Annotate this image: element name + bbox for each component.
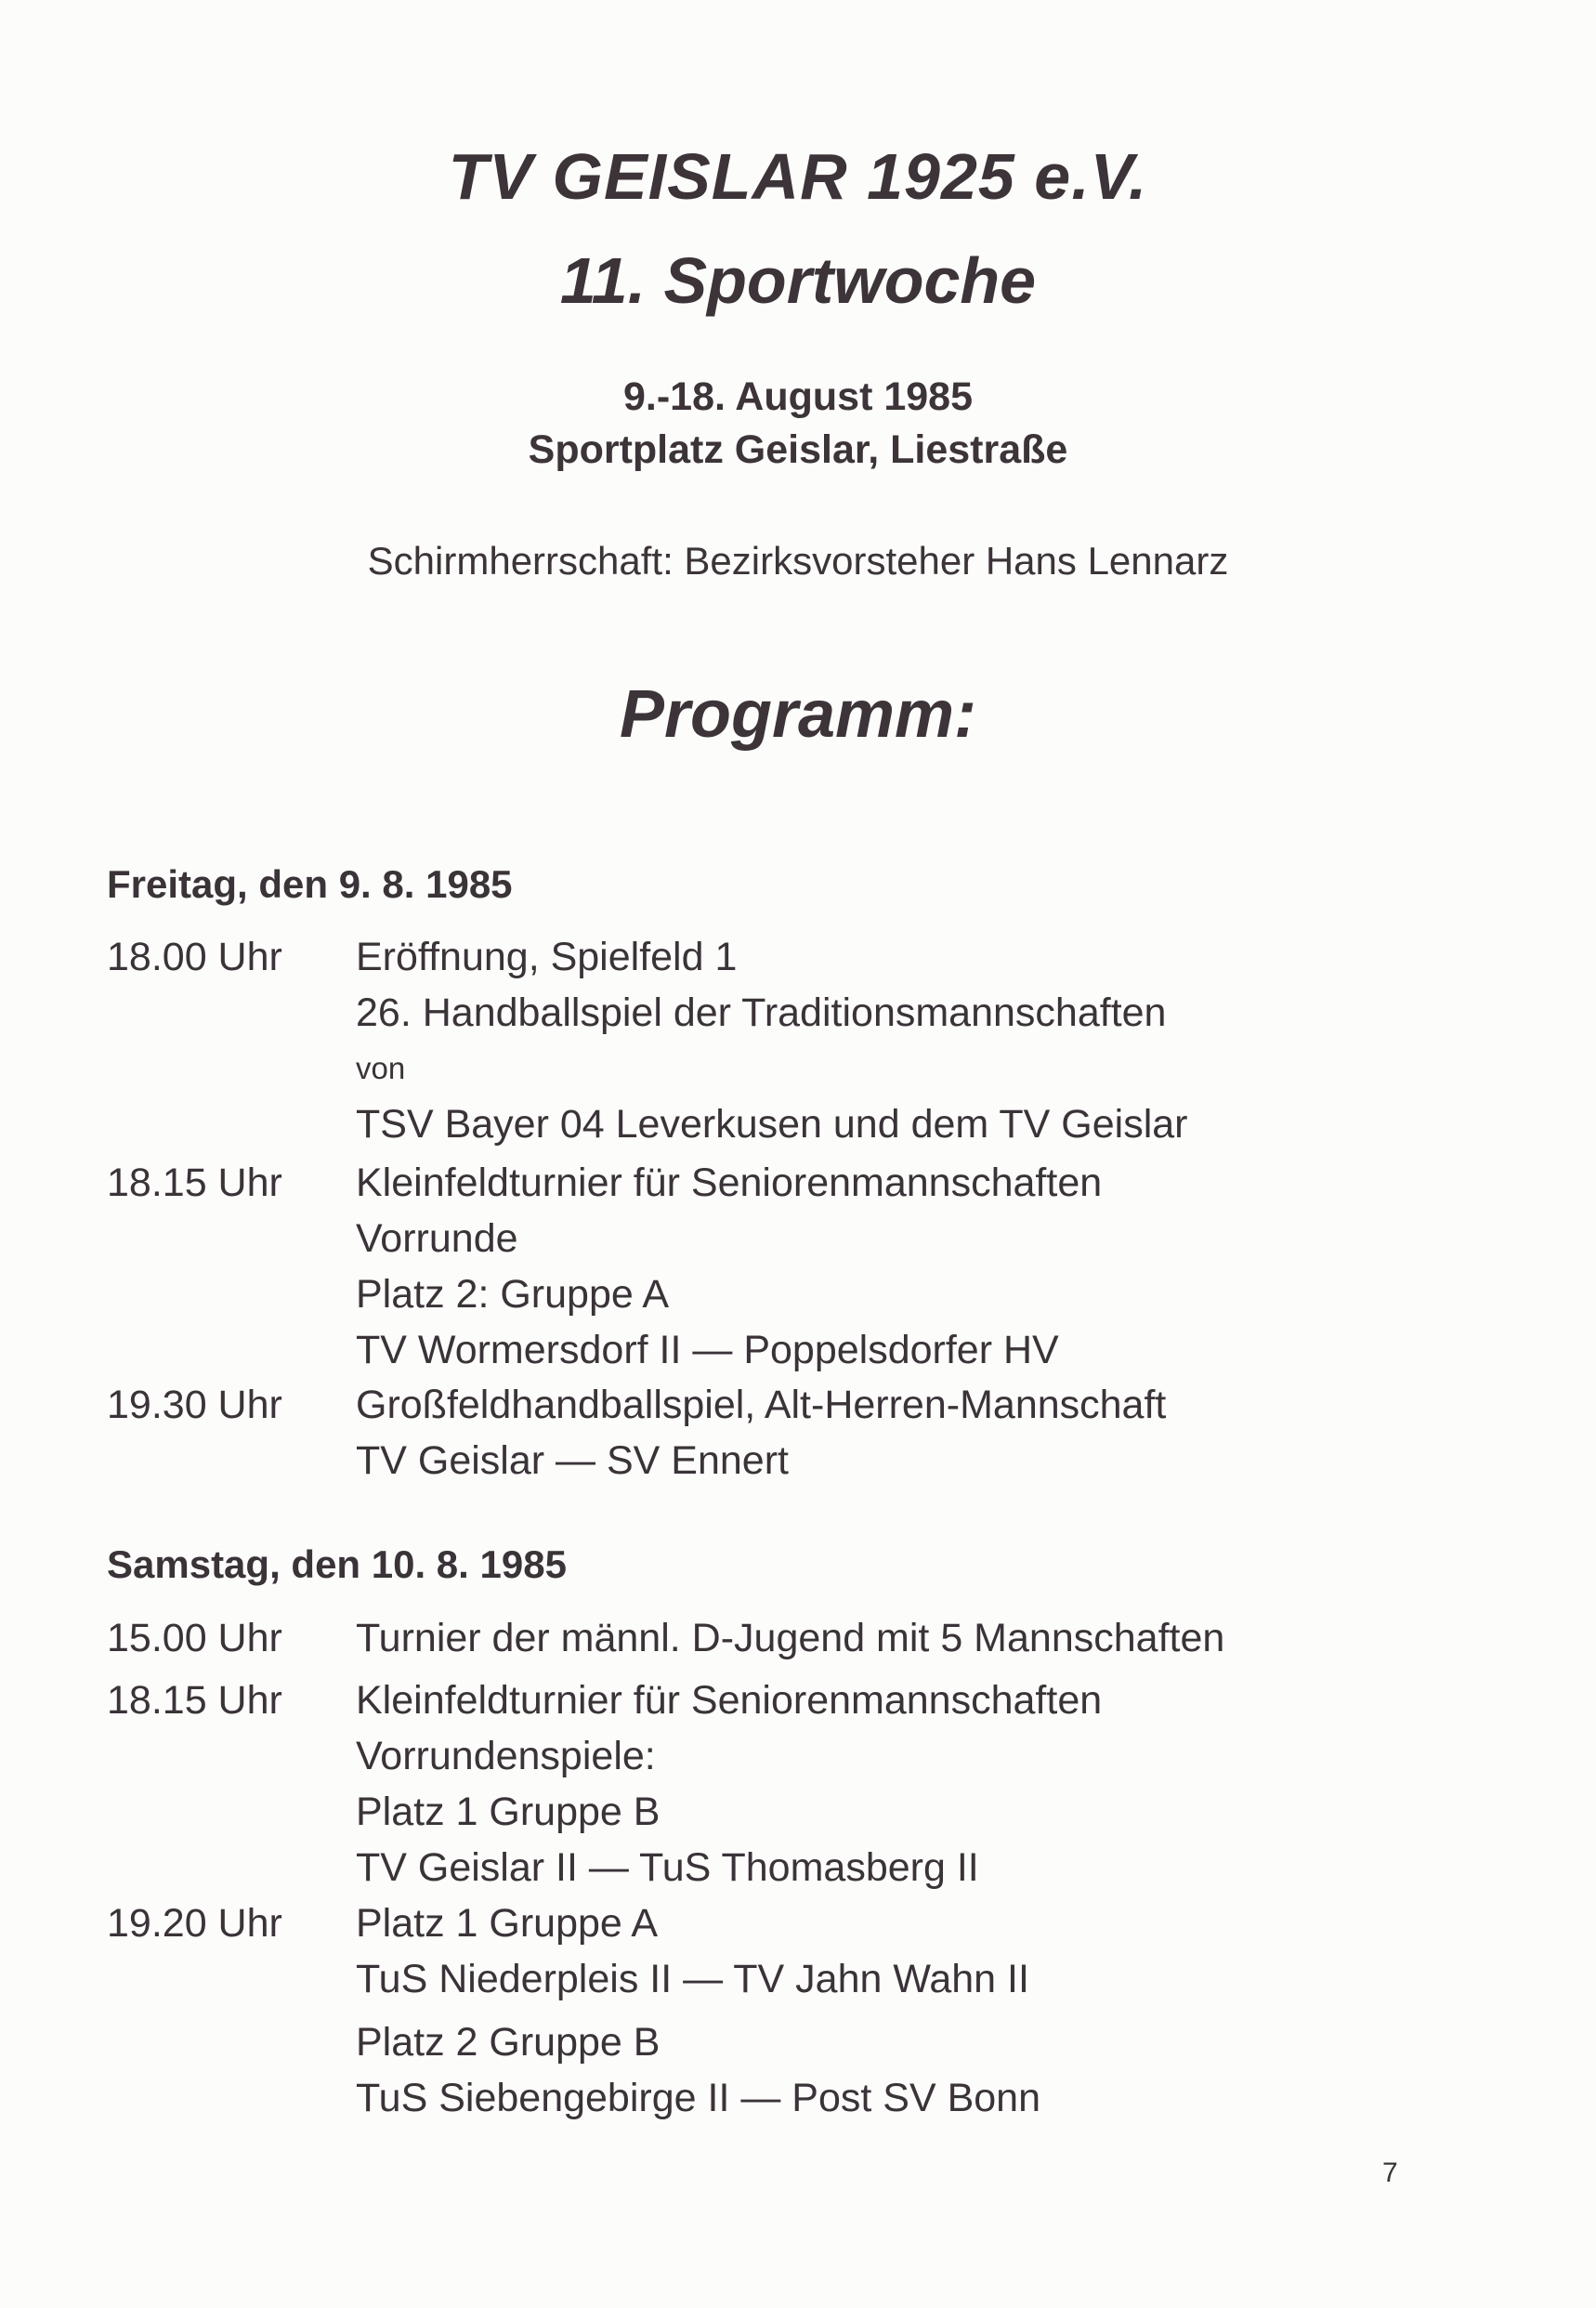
entry-description: [356, 1895, 1457, 2126]
entry-line: TuS Siebengebirge II — Post SV Bonn: [356, 2076, 1041, 2120]
entry-line: Kleinfeldturnier für Seniorenmannschaften: [356, 1161, 1103, 1205]
entry-line: TuS Niederpleis II — TV Jahn Wahn II: [356, 1957, 1029, 2001]
entry-line: Platz 2: Gruppe A: [356, 1272, 670, 1317]
entry-time: 19.20 Uhr: [107, 1901, 282, 1946]
entry-description: [356, 1610, 1457, 1666]
program-heading: Programm:: [619, 677, 977, 752]
entry-time: 19.30 Uhr: [107, 1383, 282, 1427]
entry-line: von: [356, 1051, 406, 1085]
entry-line: Turnier der männl. D-Jugend mit 5 Mannschaften: [356, 1616, 1225, 1660]
entry-line: Platz 1 Gruppe B: [356, 1790, 661, 1834]
entry-line: Eröffnung, Spielfeld 1: [356, 935, 738, 979]
event-venue: Sportplatz Geislar, Liestraße: [528, 427, 1068, 472]
entry-line: TV Geislar — SV Ennert: [356, 1438, 789, 1483]
entry-line: TV Wormersdorf II — Poppelsdorfer HV: [356, 1328, 1059, 1372]
entry-description: [356, 1377, 1457, 1488]
event-dates: 9.-18. August 1985: [623, 374, 973, 419]
entry-line: TSV Bayer 04 Leverkusen und dem TV Geislar: [356, 1102, 1188, 1147]
day-heading-saturday: Samstag, den 10. 8. 1985: [107, 1542, 567, 1586]
entry-time: 18.15 Uhr: [107, 1678, 282, 1723]
entry-time: 18.15 Uhr: [107, 1161, 282, 1205]
entry-description: [356, 929, 1457, 1152]
entry-line: Platz 2 Gruppe B: [356, 2020, 661, 2065]
entry-description: [356, 1155, 1457, 1378]
entry-time: 18.00 Uhr: [107, 935, 282, 979]
entry-line: Großfeldhandballspiel, Alt-Herren-Mannschaft: [356, 1383, 1167, 1427]
entry-line: Platz 1 Gruppe A: [356, 1901, 659, 1946]
patronage-line: Schirmherrschaft: Bezirksvorsteher Hans Lennarz: [367, 539, 1229, 583]
entry-time: 15.00 Uhr: [107, 1616, 282, 1660]
day-heading-friday: Freitag, den 9. 8. 1985: [107, 862, 513, 906]
entry-line: Kleinfeldturnier für Seniorenmannschaften: [356, 1678, 1103, 1723]
entry-line: Vorrundenspiele:: [356, 1734, 656, 1778]
entry-line: TV Geislar II — TuS Thomasberg II: [356, 1845, 979, 1890]
entry-line: 26. Handballspiel der Traditionsmannschaften: [356, 990, 1167, 1035]
event-title: 11. Sportwoche: [559, 244, 1037, 317]
page-number: 7: [1382, 2157, 1398, 2188]
entry-description: [356, 1672, 1457, 1895]
entry-line: Vorrunde: [356, 1216, 518, 1261]
club-title: TV GEISLAR 1925 e.V.: [448, 140, 1148, 213]
